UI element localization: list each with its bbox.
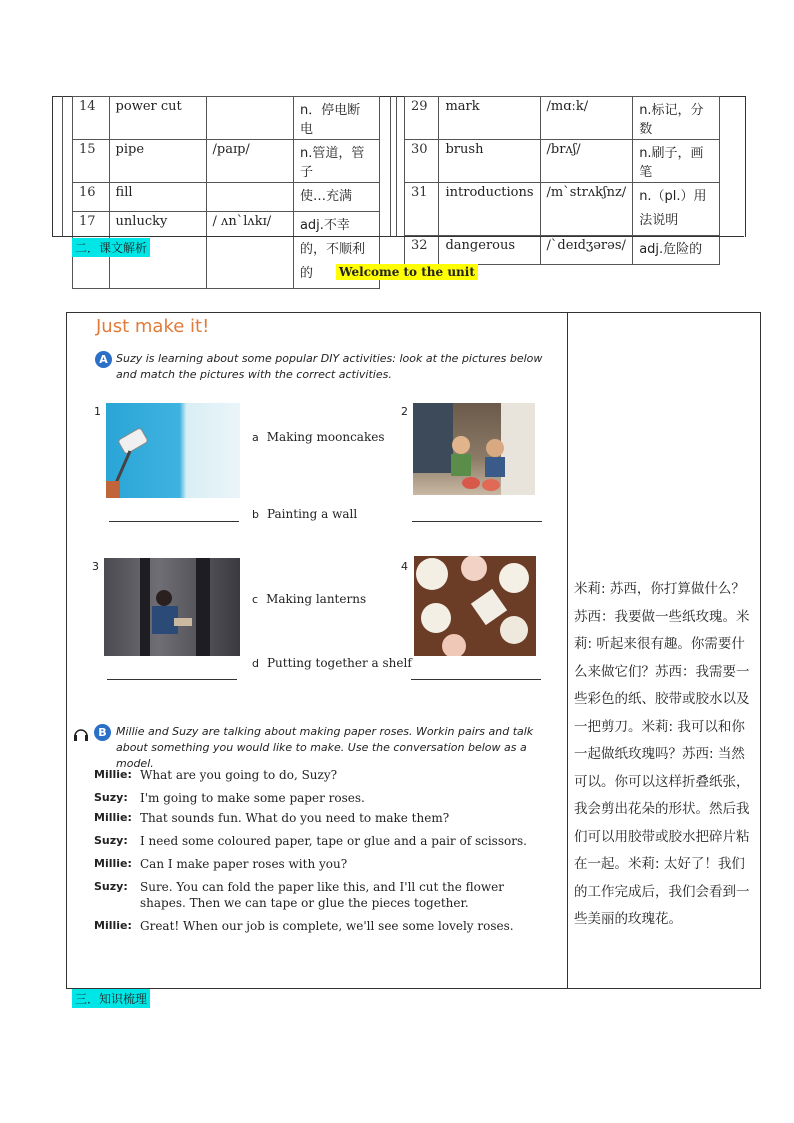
vocab-meaning: n.（pl.）用法说明: [633, 183, 720, 236]
dialogue-line: I need some coloured paper, tape or glue and a pair of scissors.: [140, 834, 527, 848]
chinese-translation: 米莉: 苏西，你打算做什么？苏西：我要做一些纸玫瑰。米莉: 听起来很有趣。你需要什么来做它们？苏西：我需要一些彩色的纸、胶带或胶水以及一把剪刀。米莉: 我可以和你一起做纸玫瑰吗？苏西: 当然可以。你可以这样折叠纸张，我会剪出花朵的形状。然后我们可以用胶带或胶水把碎片粘在一起。米莉: 太好了！我们的工作完成后，我们会看到一些美丽的玫瑰花。: [574, 581, 750, 927]
vocab-word: unlucky: [109, 212, 206, 289]
vocab-word: pipe: [109, 140, 206, 183]
just-make-it-title: Just make it!: [96, 316, 210, 337]
vocab-phonetic: /mɑːk/: [540, 97, 633, 140]
vocab-word: introductions: [439, 183, 540, 236]
option-text: Painting a wall: [266, 507, 358, 521]
vocab-table-right: [404, 96, 720, 265]
vocab-phonetic: /ˋdeɪdʒərəs/: [540, 236, 633, 265]
picture-number: 1: [94, 405, 101, 418]
picture-number: 2: [401, 405, 408, 418]
table-separator: [390, 96, 391, 236]
answer-blank[interactable]: [109, 521, 239, 522]
dialogue-speaker: Suzy:: [94, 791, 128, 804]
dialogue-speaker: Suzy:: [94, 834, 128, 847]
vocab-word: brush: [439, 140, 540, 183]
unit-title: Welcome to the unit: [336, 264, 478, 280]
dialogue-speaker: Millie:: [94, 919, 132, 932]
dialogue-speaker: Millie:: [94, 768, 132, 781]
vocab-meaning: adj.危险的: [633, 236, 720, 265]
picture-number: 4: [401, 560, 408, 573]
dialogue-line: Great! When our job is complete, we'll see some lovely roses.: [140, 919, 514, 933]
table-row: [405, 236, 720, 265]
mooncakes-picture: [414, 556, 536, 656]
table-row: [405, 183, 720, 236]
dialogue-line: I'm going to make some paper roses.: [140, 791, 365, 805]
lantern-scene-icon: [413, 403, 535, 495]
answer-blank[interactable]: [412, 521, 542, 522]
shelf-scene-icon: [104, 558, 240, 656]
vocab-num: 30: [405, 140, 439, 183]
option-text: Making lanterns: [266, 592, 367, 606]
table-row: [73, 97, 380, 140]
painting-wall-picture: [106, 403, 240, 498]
vocab-num: 32: [405, 236, 439, 265]
vocab-meaning: n.标记，分数: [633, 97, 720, 140]
part-a-instruction: Suzy is learning about some popular DIY activities: look at the pictures below and match the pictures with the correct activities.: [116, 352, 543, 381]
paint-roller-icon: [106, 403, 240, 498]
vocab-meaning: adj.不幸的，不顺利的: [293, 212, 379, 289]
mooncakes-scene-icon: [414, 556, 536, 656]
option-letter: d: [252, 657, 259, 670]
vocab-phonetic: /mˋstrʌkʃnz/: [540, 183, 633, 236]
vocab-phonetic: [206, 97, 293, 140]
dialogue-speaker: Suzy:: [94, 880, 128, 893]
vocab-num: 29: [405, 97, 439, 140]
vocab-num: 16: [73, 183, 110, 212]
part-b-badge: B: [94, 724, 111, 741]
vocab-num: 17: [73, 212, 110, 289]
vocab-phonetic: [206, 183, 293, 212]
option-b: [252, 507, 357, 521]
vocab-word: mark: [439, 97, 540, 140]
dialogue-speaker: Millie:: [94, 857, 132, 870]
vocab-word: fill: [109, 183, 206, 212]
answer-blank[interactable]: [411, 679, 541, 680]
section2-heading: 二．课文解析: [72, 238, 150, 257]
vocab-word: power cut: [109, 97, 206, 140]
vocab-phonetic: /paɪp/: [206, 140, 293, 183]
table-row: [405, 140, 720, 183]
vocab-phonetic: /brʌʃ/: [540, 140, 633, 183]
vocab-num: 31: [405, 183, 439, 236]
vocab-meaning: n．停电断电: [293, 97, 379, 140]
vocab-meaning: 使…充满: [293, 183, 379, 212]
option-letter: c: [252, 593, 259, 606]
vocab-meaning: n.管道，管子: [293, 140, 379, 183]
frame-divider: [567, 312, 568, 988]
option-text: Making mooncakes: [266, 430, 385, 444]
dialogue-line: That sounds fun. What do you need to make them?: [140, 811, 450, 825]
vocab-word: dangerous: [439, 236, 540, 265]
part-a-badge: A: [95, 351, 112, 368]
shelf-picture: [104, 558, 240, 656]
table-separator: [62, 96, 63, 236]
option-letter: a: [252, 431, 259, 444]
vocab-table-left: [72, 96, 380, 289]
vocab-num: 14: [73, 97, 110, 140]
headphones-icon: [72, 724, 90, 742]
vocab-phonetic: / ʌnˋlʌkɪ/: [206, 212, 293, 289]
answer-blank[interactable]: [107, 679, 237, 680]
picture-number: 3: [92, 560, 99, 573]
dialogue-line: What are you going to do, Suzy?: [140, 768, 338, 782]
option-letter: b: [252, 508, 259, 521]
dialogue-line: Sure. You can fold the paper like this, and I'll cut the flower shapes. Then we can tape or glue the pieces together.: [140, 880, 504, 910]
section3-heading: 三．知识梳理: [72, 989, 150, 1008]
table-row: [73, 140, 380, 183]
vocab-num: 15: [73, 140, 110, 183]
option-d: [252, 656, 412, 670]
vocab-meaning: n.刷子，画笔: [633, 140, 720, 183]
vocab-bottom-border: [52, 236, 744, 237]
part-b-instruction: Millie and Suzy are talking about making paper roses. Workin pairs and talk about something you would like to make. Use the conversation below as a model.: [116, 725, 534, 770]
table-separator: [396, 96, 397, 236]
dialogue-line: Can I make paper roses with you?: [140, 857, 348, 871]
table-row: [73, 183, 380, 212]
option-c: [252, 592, 366, 606]
option-text: Putting together a shelf: [266, 656, 412, 670]
dialogue-speaker: Millie:: [94, 811, 132, 824]
option-a: [252, 430, 385, 444]
table-row: [405, 97, 720, 140]
kids-lanterns-picture: [413, 403, 535, 495]
